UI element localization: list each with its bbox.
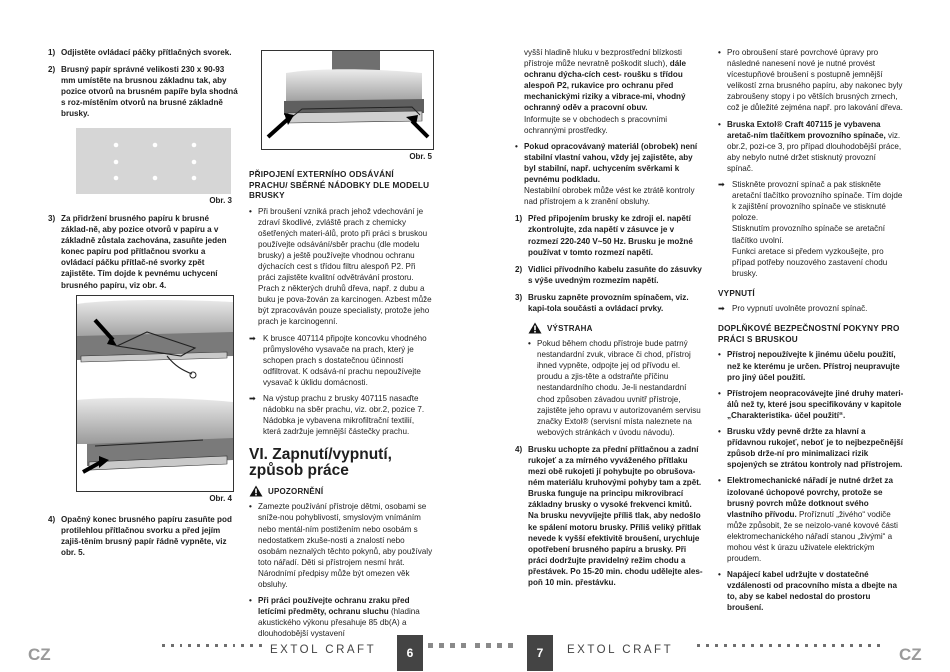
safety-bullet-grip: • Brusku vždy pevně držte za hlavní a přídavnou rukojeť, neboť je to nejbezpečnější způsob drže-ní pro minimalizaci rizik spojených se ztrátou kontroly nad přístrojem.	[718, 426, 904, 470]
step-3-switch-on: 3) Brusku zapněte provozním spínačem, viz. kapi-tola součásti a ovládací prvky.	[515, 292, 689, 313]
bullet-children-warning: • Zamezte používání přístroje dětmi, osobami se sníže-nou pohyblivostí, smyslovým vnímáním nebo mentál-ním postižením nebo osobám s nedostatkem zkuše-nosti a znalostí nebo osobám neznalých těchto pokynů, aby používaly toto nářadí. Děti si přístrojem nesmí hrát. Národnímí předpisy může být omezen věk obsluhy.	[249, 501, 434, 590]
page-number-left: 6	[397, 635, 423, 671]
section-title-dust-extraction: PŘIPOJENÍ EXTERNÍHO ODSÁVÁNÍ PRACHU/ SBĚRNÉ NÁDOBKY DLE MODELU BRUSKY	[249, 170, 430, 200]
bullet-lock-button: • Bruska Extol® Craft 407115 je vybavena aretač-ním tlačítkem provozního spínače, viz. obr.2, pozi-ce 3, pro případ dlouhodobější práce, aby nebylo nutné držet stisknutý provozní spínač.	[718, 119, 904, 174]
section-title-safety: DOPLŇKOVÉ BEZPEČNOSTNÍ POKYNY PRO PRÁCI S BRUSKOU	[718, 324, 900, 344]
arrow-right-icon: ➡	[249, 333, 256, 343]
arrow-right-icon: ➡	[718, 304, 725, 314]
language-code-right: CZ	[899, 645, 922, 664]
sander-paper-tension-illustration	[262, 51, 433, 149]
arrow-right-icon: ➡	[718, 180, 725, 190]
figure-3-sanding-paper	[76, 128, 231, 194]
right-column-1	[515, 47, 703, 594]
figure-4-clamp-illustration	[76, 295, 234, 492]
step-3: 3) Za přidržení brusného papíru k brusné základ-ně, aby pozice otvorů v papíru a v základně zůstala zachována, zasuňte jeden konec papíru pod přítlačnou svorku a ovládací páčku přítlač-né svorky zpět zajistěte. Tím dojde k pevnému uchycení brusného papíru, viz obr. 4.	[48, 214, 227, 290]
footer-dots-right-b	[697, 642, 897, 648]
brand-logo-right: EXTOL CRAFT	[567, 644, 674, 656]
section-title-switch-off: VYPNUTÍ	[718, 288, 755, 298]
arrow-item-vacuum: ➡ K brusce 407114 připojte koncovku vhodného průmyslového vysavače na prach, který je schopen prach s dostatečnou účinností odfiltrovat. K odsává-ní prachu nepoužívejte vysavač k úklidu domácnosti.	[249, 333, 427, 387]
step-2: 2) Brusný papír správné velikosti 230 x 90-93 mm umístěte na brusnou základnu tak, aby pozice otvorů na brusném papíře byla shodná s roz-místěním otvorů na brusné základně brusky.	[48, 65, 238, 119]
sander-clamp-illustration	[77, 296, 233, 491]
arrow-item-dust-box: ➡ Na výstup prachu z brusky 407115 nasaďte nádobku na sběr prachu, viz. obr.2, pozice 7. Nádobka je vybavena mikrofiltrační textilií, která zadržuje jemnější částečky prachu.	[249, 394, 425, 437]
bullet-unstable-workpiece: • Pokud opracovávaný materiál (obrobek) není stabilní vlastní vahou, vždy jej zajistěte, aby byl stabilní, např. uchycením svěrkami k pevnému podkladu. Nestabilní obrobek může vést ke ztrátě kontroly nad přístrojem a k zranění obsluhy.	[515, 141, 703, 208]
warning-triangle-icon	[528, 322, 542, 334]
footer-dots-left-a	[162, 642, 262, 648]
step-4: 4) Opačný konec brusného papíru zasuňte pod protilehlou přítlačnou svorku a před jejím zajiš-těním brusný papír řádně vypněte, viz obr. 5.	[48, 515, 232, 558]
safety-bullet-materials: • Přístrojem neopracovávejte jiné druhy materi-álů než ty, které jsou specifikovány v kapitole „Charakteristika- účel použití“.	[718, 388, 904, 421]
bullet-multistage-sanding: • Pro obroušení staré povrchové úpravy pro následné nanesení nové je nutné provést vícestupňové broušení s postupně jemnější velikostí zrna brusného papíru, aby nakonec byly zabroušeny stopy i po větších brusných zrnech, což je důležité zejména např. pro lakování dřeva.	[718, 47, 904, 114]
figure-3-caption: Obr. 3	[209, 196, 232, 205]
left-column-1-step4	[48, 514, 238, 564]
arrow-item-lock-switch: ➡ Stiskněte provozní spínač a pak stiskněte aretační tlačítko provozního spínače. Tím dojde k zajištění provozního spínače ve stisknuté poloze. Stisknutím provozního spínače se aretační tlačítko uvolní. Funkci aretace si předem vyzkoušejte, pro případ potřeby nouzového zastavení chodu brusky.	[718, 180, 903, 278]
language-code-left: CZ	[28, 645, 51, 664]
step-1: 1) Odjistěte ovládací páčky přítlačných svorek.	[48, 48, 232, 57]
footer-dots-left-b	[428, 642, 476, 648]
left-column-1-step3	[48, 213, 238, 297]
bullet-dust-hazard: • Při broušení vzniká prach jehož vdechování je zdraví škodlivé, zvláště prach z chemicky ošetřených materi-álů, proto při práci s bruskou používejte odsávání/sběr prachu (dle modelu brusky) a ještě používejte vhodnou ochranu dýchacích cest s třídou filtru alespoň P2. Při práci zajistěte kvalitní odvětrávání prostoru. Prach z některých druhů dřeva, např. z dubu a buku je pova-žován za karcinogen. Azbest může být zpracováván pouze specialisty, protože jeho prach je karcinogenní.	[249, 206, 434, 328]
page-number-right: 7	[527, 635, 553, 671]
brand-logo-left: EXTOL CRAFT	[270, 644, 377, 656]
left-column-2	[249, 166, 434, 645]
right-column-2	[718, 47, 904, 619]
left-column-1	[48, 47, 238, 126]
figure-5-clamp-illustration	[261, 50, 434, 150]
footer-dots-right-a	[475, 642, 525, 648]
chapter-title: VI. Zapnutí/vypnutí, způsob práce	[249, 446, 392, 480]
protection-continuation: vyšší hladině hluku v bezprostřední blízkosti přístroje může nevratně poškodit sluch), dále ochranu dýcha-cích cest- roušku s třídou alespoň P2, rukavice pro ochranu před mechanickými riziky a vibrace-mi, vhodný ochranný oděv a pracovní obuv. Informujte se v obchodech s pracovními ochrannými prostředky.	[524, 48, 686, 135]
step-1-voltage: 1) Před připojením brusky ke zdroji el. napětí zkontrolujte, zda napětí v zásuvce je v rozmezí 220-240 V~50 Hz. Brusku je možné používat v tomto rozmezí napětí.	[515, 214, 693, 257]
bullet-protection: • Při práci používejte ochranu zraku před letícími předměty, ochranu sluchu (hladina akustického výkonu přesahuje 85 db(A) a dlouhodobější vystavení	[249, 595, 434, 639]
sanding-paper-holes-illustration	[76, 128, 231, 194]
arrow-item-switch-off: ➡ Pro vypnutí uvolněte provozní spínač.	[718, 304, 868, 314]
warning-header: UPOZORNĚNÍ	[249, 485, 434, 497]
step-2-plug: 2) Vidlici přívodního kabelu zasuňte do zásuvky s výše uvedným rozmezím napětí.	[515, 264, 702, 285]
step-4-operation: 4) Brusku uchopte za přední přítlačnou a zadní rukojeť a za mírného vyváženého přítlaku mezi obě rukojeti jí pohybujte po obrušova-ném materiálu kruhovými pohyby tam a zpět. Bruska funguje na principu mikrovibrací základny brusky o vysoké frekvenci kmitů. Na brusku nevyvíjejte příliš tlak, aby nedošlo ke spálení motoru brusky. Příliš veliký přítlak nevede k vyšší efektivitě broušení, urychluje opotřebení brusného papíru a brusky. Při práci dodržujte pravidelný režim chodu a přestávek. Po 15-20 min. chodu udělejte ales-poň 10 min. přestávku.	[515, 444, 703, 588]
safety-bullet-purpose: • Přístroj nepoužívejte k jinému účelu použití, než ke kterému je určen. Přístroj neupravujte pro jiný účel použití.	[718, 349, 904, 382]
warning-header-vystraha: VÝSTRAHA	[515, 322, 703, 334]
arrow-right-icon: ➡	[249, 394, 256, 403]
safety-bullet-insulated: • Elektromechanické nářadí je nutné držet za izolované úchopové povrchy, protože se brusný povrch může dotknout svého vlastního přívodu. Proříznutí „živého“ vodiče může způsobit, že se neizolo-vané kovové části elektromechanického nářadí stanou „živými“ a mohou vést k úrazu uživatele elektrickým proudem.	[718, 475, 904, 564]
bullet-abnormal-noise: • Pokud během chodu přístroje bude patrný nestandardní zvuk, vibrace či chod, přístroj ihned vypněte, odpojte jej od přívodu el. proudu a zjis-těte a odstraňte příčinu nestandardního chodu. Je-li nestandardní chod způsoben závadou uvnitř přístroje, zajistěte jeho opravu v autorizovaném servisu značky Extol® (servisní místa naleznete na webových stránkách v úvodu návodu).	[528, 338, 703, 438]
warning-triangle-icon	[249, 485, 263, 497]
right-page	[475, 0, 950, 672]
figure-4-caption: Obr. 4	[209, 494, 232, 503]
safety-bullet-cable: • Napájecí kabel udržujte v dostatečné vzdálenosti od pracovního místa a dbejte na to, aby se kabel nedostal do prostoru broušení.	[718, 569, 904, 613]
figure-5-caption: Obr. 5	[409, 152, 432, 161]
